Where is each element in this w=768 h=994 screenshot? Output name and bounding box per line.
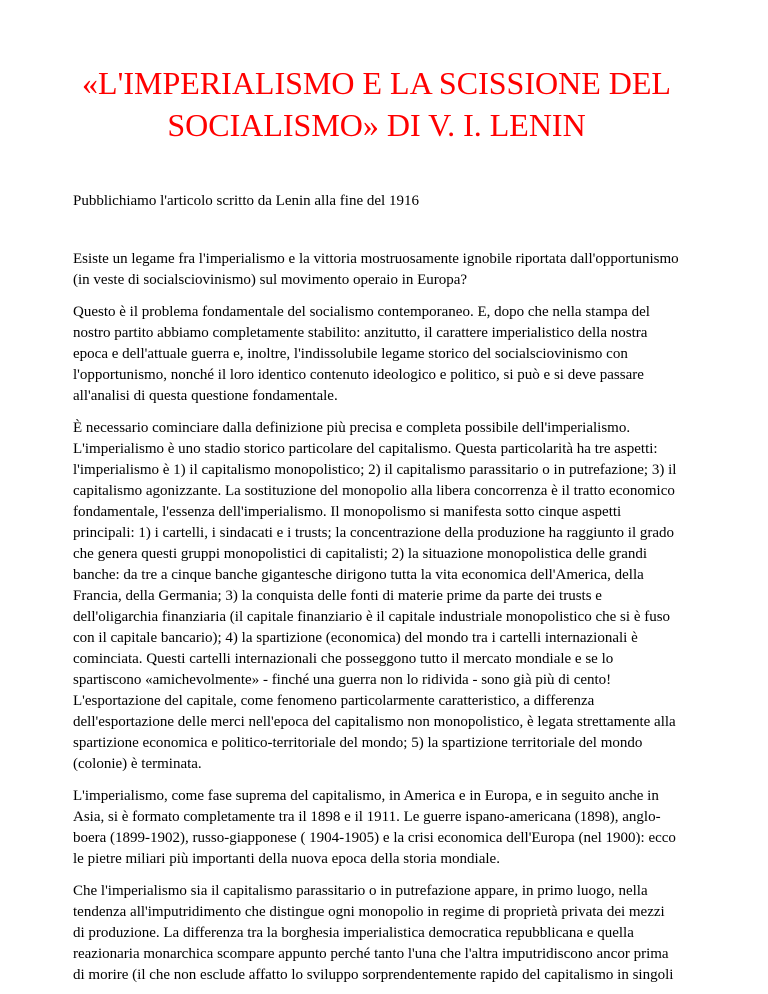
paragraph: Esiste un legame fra l'imperialismo e la vittoria mostruosamente ignobile riportata dall'opportunismo (in veste di socialsciovinismo) sul movimento operaio in Europa? xyxy=(73,251,679,288)
page-title: «L'IMPERIALISMO E LA SCISSIONE DEL SOCIALISMO» DI V. I. LENIN xyxy=(82,65,671,143)
paragraph: Che l'imperialismo sia il capitalismo parassitario o in putrefazione appare, in primo luogo, nella tendenza all'imputridimento che distingue ogni monopolio in regime di proprietà privata dei mezzi di produzione. La differenza tra la borghesia imperialistica democratica repubblicana e quella reazionaria monarchica scompare appunto perché tanto l'una che l'altra imputridiscono ancor prima di morire (il che non esclude affatto lo sviluppo sorprendentemente rapido del capitalismo in singoli xyxy=(73,883,674,983)
paragraph: L'imperialismo, come fase suprema del capitalismo, in America e in Europa, e in seguito anche in Asia, si è formato completamente tra il 1898 e il 1911. Le guerre ispano-americana (1898), anglo-boera (1899-1902), russo-giapponese ( 1904-1905) e la crisi economica dell'Europa (nel 1900): ecco le pietre miliari più importanti della nuova epoca della storia mondiale. xyxy=(73,788,676,867)
paragraph: È necessario cominciare dalla definizione più precisa e completa possibile dell'imperialismo. L'imperialismo è uno stadio storico particolare del capitalismo. Questa particolarità ha tre aspetti: l'imperialismo è 1) il capitalismo monopolistico; 2) il capitalismo parassitario o in putrefazione; 3) il capitalismo agonizzante. La sostituzione del monopolio alla libera concorrenza è il tratto economico fondamentale, l'essenza dell'imperialismo. Il monopolismo si manifesta sotto cinque aspetti principali: 1) i cartelli, i sindacati e i trusts; la concentrazione della produzione ha raggiunto il grado che genera questi gruppi monopolistici di capitalisti; 2) la situazione monopolistica delle grandi banche: da tre a cinque banche gigantesche dirigono tutta la vita economica dell'America, della Francia, della Germania; 3) la conquista delle fonti di materie prime da parte dei trusts e dell'oligarchia finanziaria (il capitale finanziario è il capitale industriale monopolistico che si è fuso con il capitale bancario); 4) la spartizione (economica) del mondo tra i cartelli internazionali è cominciata. Questi cartelli internazionali che posseggono tutto il mercato mondiale e se lo spartiscono «amichevolmente» - finché una guerra non lo ridivida - sono già più di cento! L'esportazione del capitale, come fenomeno particolarmente caratteristico, a differenza dell'esportazione delle merci nell'epoca del capitalismo non monopolistico, è legata strettamente alla spartizione economica e politico-territoriale del mondo; 5) la spartizione territoriale del mondo (colonie) è terminata. xyxy=(73,420,677,772)
article-subtitle: Pubblichiamo l'articolo scritto da Lenin alla fine del 1916 xyxy=(73,193,419,209)
paragraph: Questo è il problema fondamentale del socialismo contemporaneo. E, dopo che nella stampa del nostro partito abbiamo completamente stabilito: anzitutto, il carattere imperialistico della nostra epoca e dell'attuale guerra e, inoltre, l'indissolubile legame storico del socialsciovinismo con l'opportunismo, nonché il loro identico contenuto ideologico e politico, si può e si deve passare all'analisi di questa questione fondamentale. xyxy=(73,304,650,404)
article-body xyxy=(73,249,680,986)
